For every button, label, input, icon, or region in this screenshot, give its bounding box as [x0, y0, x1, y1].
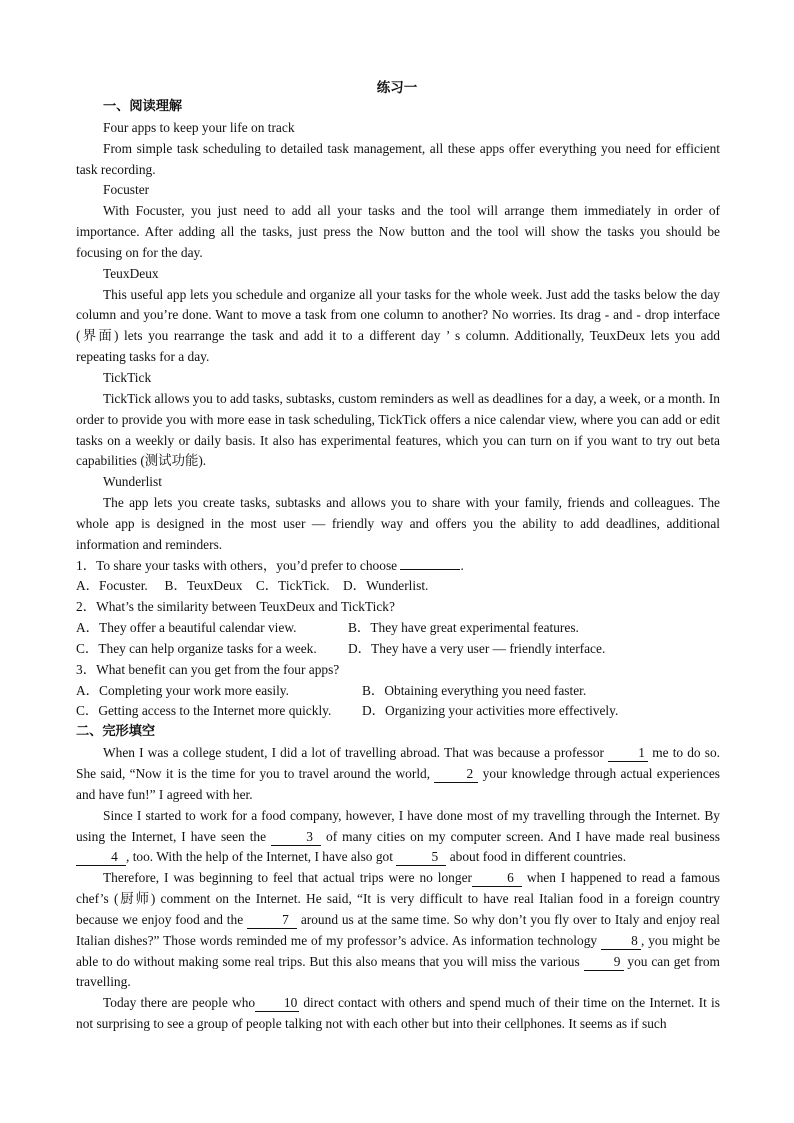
cloze-text: you can get from travelling. [76, 953, 720, 990]
app-text-focuster: With Focuster, you just need to add all your tasks and the tool will arrange them immediately in order of importance. After adding all the tasks, just press the Now button and the tool will show the tasks you should be focusing on for the day. [76, 203, 720, 260]
article-intro: From simple task scheduling to detailed task management, all these apps offer everything you need for efficient task recording. [76, 140, 720, 177]
cloze-blank-8: 8 [601, 933, 641, 950]
cloze-text: about food in different countries. [449, 849, 627, 865]
cloze-text: direct contact with others and spend much of their time on the Internet. It is not surprising to see a group of people talking not with each other but into their cellphones. It seems as if such [76, 995, 720, 1032]
cloze-text: Therefore, I was beginning to feel that actual trips were no longer [103, 870, 472, 886]
question-1 [76, 556, 720, 577]
cloze-blank-1: 1 [608, 745, 648, 762]
cloze-text: me to do so. She said, “Now it is the time for you to travel around the world, [76, 745, 720, 781]
answer-blank [400, 569, 460, 570]
page-title: 练习一 [376, 80, 418, 96]
article-title: Four apps to keep your life on track [103, 119, 295, 135]
question-1-options: A．Focuster. B．TeuxDeux C．TickTick. D．Wunderlist. [76, 578, 429, 594]
option-d: D．Organizing your activities more effectively. [362, 703, 619, 719]
question-1-stem: 1．To share your tasks with others，you’d prefer to choose [76, 557, 398, 573]
cloze-text: , too. With the help of the Internet, I have also got [126, 849, 393, 865]
cloze-text: Since I started to work for a food company, however, I have done most of my travelling through the Internet. By using the Internet, I have seen the [76, 807, 720, 844]
question-2-options-row-1 [76, 618, 720, 639]
cloze-blank-6: 6 [472, 870, 522, 887]
option-c: C．Getting access to the Internet more quickly. [76, 703, 332, 719]
document-body [76, 97, 720, 1035]
app-name-focuster: Focuster [103, 182, 150, 198]
option-c: C．They can help organize tasks for a week. [76, 640, 317, 656]
cloze-text: of many cities on my computer screen. And I have made real business [326, 828, 720, 844]
section-heading-cloze: 二、完形填空 [76, 724, 156, 740]
question-3-options-row-2 [76, 701, 720, 722]
cloze-blank-9: 9 [584, 954, 624, 971]
option-d: D．They have a very user — friendly interface. [348, 640, 606, 656]
option-b: B．They have great experimental features. [348, 620, 579, 636]
section-heading-reading: 一、阅读理解 [103, 99, 183, 114]
cloze-blank-3: 3 [271, 829, 321, 846]
question-2-stem: 2．What’s the similarity between TeuxDeux and TickTick? [76, 599, 395, 615]
cloze-blank-10: 10 [255, 995, 299, 1012]
cloze-text: your knowledge through actual experiences and have fun!” I agreed with her. [76, 766, 720, 802]
cloze-text: around us at the same time. So why don’t you fly over to Italy and enjoy real Italian dishes?” Those words reminded me of my professor’s advice. As information technology [76, 911, 720, 948]
question-3-options-row-1 [76, 681, 720, 702]
option-a: A．Completing your work more easily. [76, 682, 289, 698]
cloze-blank-5: 5 [396, 849, 446, 866]
cloze-text: when I happened to read a famous chef’s (厨师) comment on the Internet. He said, “It is very difficult to have real Italian food in a foreign country because we enjoy food and the [76, 870, 720, 927]
app-name-ticktick: TickTick [103, 369, 152, 385]
app-text-wunderlist: The app lets you create tasks, subtasks and allows you to share with your family, friends and colleagues. The whole app is designed in the most user — friendly way and offers you the ability to add deadlines, additional information and reminders. [76, 495, 720, 552]
question-3-stem: 3．What benefit can you get from the four apps? [76, 661, 340, 677]
app-name-teuxdeux: TeuxDeux [103, 265, 159, 281]
question-2-options-row-2 [76, 639, 720, 660]
cloze-blank-7: 7 [247, 912, 297, 929]
app-text-teuxdeux: This useful app lets you schedule and organize all your tasks for the whole week. Just add the tasks below the day column and you’re done. Want to move a task from one column to another? No worries. Its drag - and - drop interface (界面) lets you rearrange the task and add it to a different day ’ s column. Additionally, TeuxDeux lets you add repeating tasks for a day. [76, 286, 720, 365]
app-text-ticktick: TickTick allows you to add tasks, subtasks, custom reminders as well as deadlines for a day, a week, or a month. In order to provide you with more ease in task scheduling, TickTick offers a nice calendar view, where you can add or edit tasks on a weekly or daily basis. It also has experimental features, which you can turn on if you want to try out beta capabilities (测试功能). [76, 390, 720, 469]
cloze-paragraph-1 [76, 743, 720, 806]
cloze-text: Today there are people who [103, 995, 256, 1011]
option-a: A．They offer a beautiful calendar view. [76, 620, 297, 636]
cloze-paragraph-2 [76, 806, 720, 869]
cloze-text: When I was a college student, I did a lot of travelling abroad. That was because a professor [103, 745, 604, 761]
cloze-text: , you might be able to do without making some real trips. But this also means that you will miss the various [76, 932, 720, 969]
cloze-blank-4: 4 [76, 849, 126, 866]
option-b: B．Obtaining everything you need faster. [362, 682, 587, 698]
cloze-paragraph-4 [76, 993, 720, 1035]
app-name-wunderlist: Wunderlist [103, 474, 162, 490]
question-1-stem-end: . [460, 557, 464, 573]
cloze-paragraph-3 [76, 868, 720, 993]
cloze-blank-2: 2 [434, 766, 478, 783]
